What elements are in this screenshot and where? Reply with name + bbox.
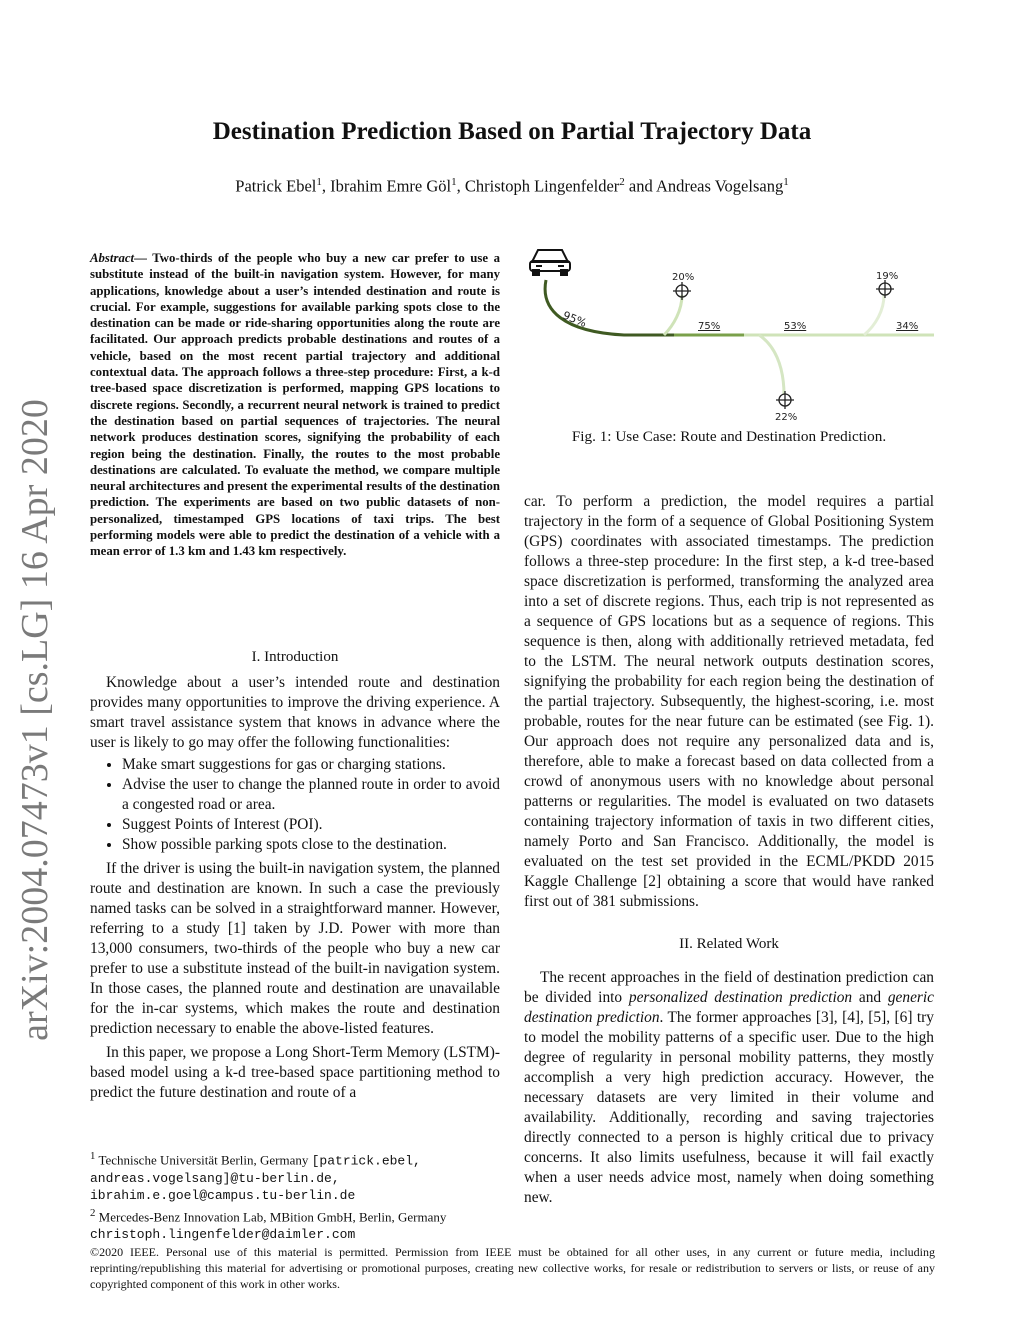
affiliation-text: Mercedes-Benz Innovation Lab, MBition GmbH, Berlin, Germany [98, 1209, 447, 1225]
footnote-mark: 1 [90, 1150, 96, 1162]
email-text: [patrick.ebel, [311, 1153, 421, 1169]
intro-paragraph: If the driver is using the built-in navigation system, the planned route and destination are known. In such a case the previously named tasks can be solved in a straightforward manner. However, referring to a study [1] taken by J.D. Power with more than 13,000 consumers, two-thirds of the people who buy a new car prefer to use a substitute instead of the built-in navigation system. In those cases, the planned route and destination are unavailable for the in-car systems, which makes the route and destination prediction necessary to enable the above-listed features. [90, 860, 500, 1037]
section-heading-introduction: I. Introduction [251, 649, 339, 665]
figure-route-prediction [524, 240, 934, 430]
route-probability-label: 53% [784, 321, 807, 332]
author-name: Andreas Vogelsang [655, 176, 784, 196]
affiliation-mark: 1 [451, 176, 457, 188]
intro-paragraph: Knowledge about a user’s intended route and destination provides many opportunities to improve the driving experience. A smart travel assistance system that knows in advance where the user is likely to go may offer the following functionalities: [90, 674, 500, 751]
route-diagram [524, 240, 934, 430]
text-run: The recent approaches in the field of destination prediction can be divided into [524, 969, 934, 1006]
car-icon [530, 250, 570, 275]
functionality-list [90, 755, 500, 855]
affiliation-text: Technische Universität Berlin, Germany [98, 1152, 309, 1168]
author-name: Ibrahim Emre Göl [330, 176, 452, 196]
related-work-paragraph [524, 968, 934, 1208]
route-probability-label: 34% [896, 321, 919, 332]
author-name: Christoph Lingenfelder [464, 176, 620, 196]
text-run: and [852, 989, 888, 1006]
section-heading-related-work: II. Related Work [679, 936, 779, 952]
route-probability-label: 19% [876, 271, 899, 282]
list-item: • Suggest Points of Interest (POI). [122, 815, 500, 835]
abstract [90, 250, 500, 560]
footnote-mark: 2 [90, 1206, 96, 1219]
destination-target-icon [876, 280, 894, 298]
list-item: • Advise the user to change the planned route in order to avoid a congested road or area. [122, 775, 500, 815]
email-text: ibrahim.e.goel@campus.tu-berlin.de [90, 1188, 356, 1204]
right-column [524, 492, 934, 1208]
affiliation-mark: 2 [619, 176, 625, 188]
author-list: Patrick Ebel$^1$, Ibrahim Emre Göl$^1$, Christoph Lingenfelder$^2$ and Andreas Vogelsang$^1$ [235, 176, 789, 196]
email-text: christoph.lingenfelder@daimler.com [90, 1226, 356, 1242]
route-probability-label: 95% [560, 308, 589, 330]
emphasis-text: generic destination prediction [524, 989, 934, 1026]
list-item: • Show possible parking spots close to the destination. [122, 835, 500, 855]
route-probability-label: 22% [775, 412, 798, 423]
destination-target-icon [673, 282, 691, 300]
footnotes [90, 1148, 500, 1243]
footnote-2 [90, 1205, 500, 1243]
abstract-label: Abstract [90, 251, 135, 265]
list-item: • Make smart suggestions for gas or charging stations. [122, 755, 500, 775]
author-name: Patrick Ebel [235, 176, 317, 196]
text-run: . The former approaches [3], [4], [5], [6] try to model the mobility patterns of a specific user. Due to the high degree of regularity in personal mobility patterns, they mostly accomplish a very high prediction accuracy. However, the necessary datasets are very limited in their volume and availability. Additionally, recording and saving trajectories directly connected to a person is highly critical due to privacy concerns. It also limits usefulness, because it will fail exactly when a user needs advice most, namely when doing something new. [524, 1009, 934, 1206]
emphasis-text: personalized destination prediction [628, 989, 853, 1006]
intro-paragraph: In this paper, we propose a Long Short-Term Memory (LSTM)-based model using a k-d tree-based space partitioning method to predict the future destination and route of a [90, 1044, 500, 1101]
arxiv-sidebar-stamp: arXiv:2004.07473v1 [cs.LG] 16 Apr 2020 [14, 399, 56, 1041]
affiliation-mark: 1 [783, 176, 789, 188]
footnote-1 [90, 1148, 500, 1205]
author-conjunction: and [628, 176, 653, 196]
abstract-text: — Two-thirds of the people who buy a new car prefer to use a substitute instead of the built-in navigation system. However, for many applications, knowledge about a user’s intended destination and route is crucial. For example, suggestions for available parking spots close to the destination can be made or ride-sharing opportunities along the route are facilitated. Our approach predicts probable destinations and routes of a vehicle, based on the most recent partial trajectory and additional contextual data. The approach follows a three-step procedure: First, a k-d tree-based space discretization is performed, mapping GPS locations to discrete regions. Secondly, a recurrent neural network is trained to predict the destination based on partial sequences of trajectories. The neural network produces destination scores, signifying the probability of each region being the destination. Finally, the routes to the most probable destinations are calculated. To evaluate the method, we compare multiple neural architectures and present the experimental results of the destination prediction. The experiments are based on two public datasets of non-personalized, timestamped GPS locations of taxi trips. The best performing models were able to predict the destination of a vehicle with a mean error of 1.3 km and 1.43 km respectively. [90, 251, 500, 559]
copyright-notice: ©2020 IEEE. Personal use of this material is permitted. Permission from IEEE must be obtained for all other uses, in any current or future media, including reprinting/republishing this material for advertising or promotional purposes, creating new collective works, for resale or redistribution to servers or lists, or reuse of any copyrighted component of this work in other works. [90, 1245, 935, 1291]
introduction-section [90, 647, 500, 1103]
figure-caption: Fig. 1: Use Case: Route and Destination Prediction. [571, 428, 887, 445]
route-probability-label: 75% [698, 321, 721, 332]
route-probability-label: 20% [672, 272, 695, 283]
body-paragraph: car. To perform a prediction, the model requires a partial trajectory in the form of a sequence of Global Positioning System (GPS) coordinates with associated timestamps. The prediction follows a three-step procedure: In the first step, a k-d tree-based space discretization is performed, transforming the analyzed area into a set of discrete regions. Thus, each trip is not represented as a sequence of GPS locations but as a sequence of regions. This sequence is then, along with additionally retrieved metadata, fed to the LSTM. The neural network outputs destination scores, signifying the probability for each region being the destination of the partial trajectory. Subsequently, the highest-scoring, i.e. most probable, routes for the near future can be estimated (see Fig. 1). Our approach does not require any personalized data and is, therefore, able to make a forecast based on data collected from a crowd of anonymous users with no knowledge about personal patterns or regularities. The model is evaluated on two datasets containing trajectory information of taxis in two different cities, namely Porto and San Francisco. Additionally, the model is evaluated on the test set provided in the ECML/PKDD 2015 Kaggle Challenge [2] obtaining a score that would have ranked first out of 381 submissions. [524, 493, 934, 910]
affiliation-mark: 1 [316, 176, 322, 188]
paper-title: Destination Prediction Based on Partial Trajectory Data [212, 118, 812, 145]
email-text: andreas.vogelsang]@tu-berlin.de, [90, 1170, 340, 1186]
destination-target-icon [776, 391, 794, 409]
